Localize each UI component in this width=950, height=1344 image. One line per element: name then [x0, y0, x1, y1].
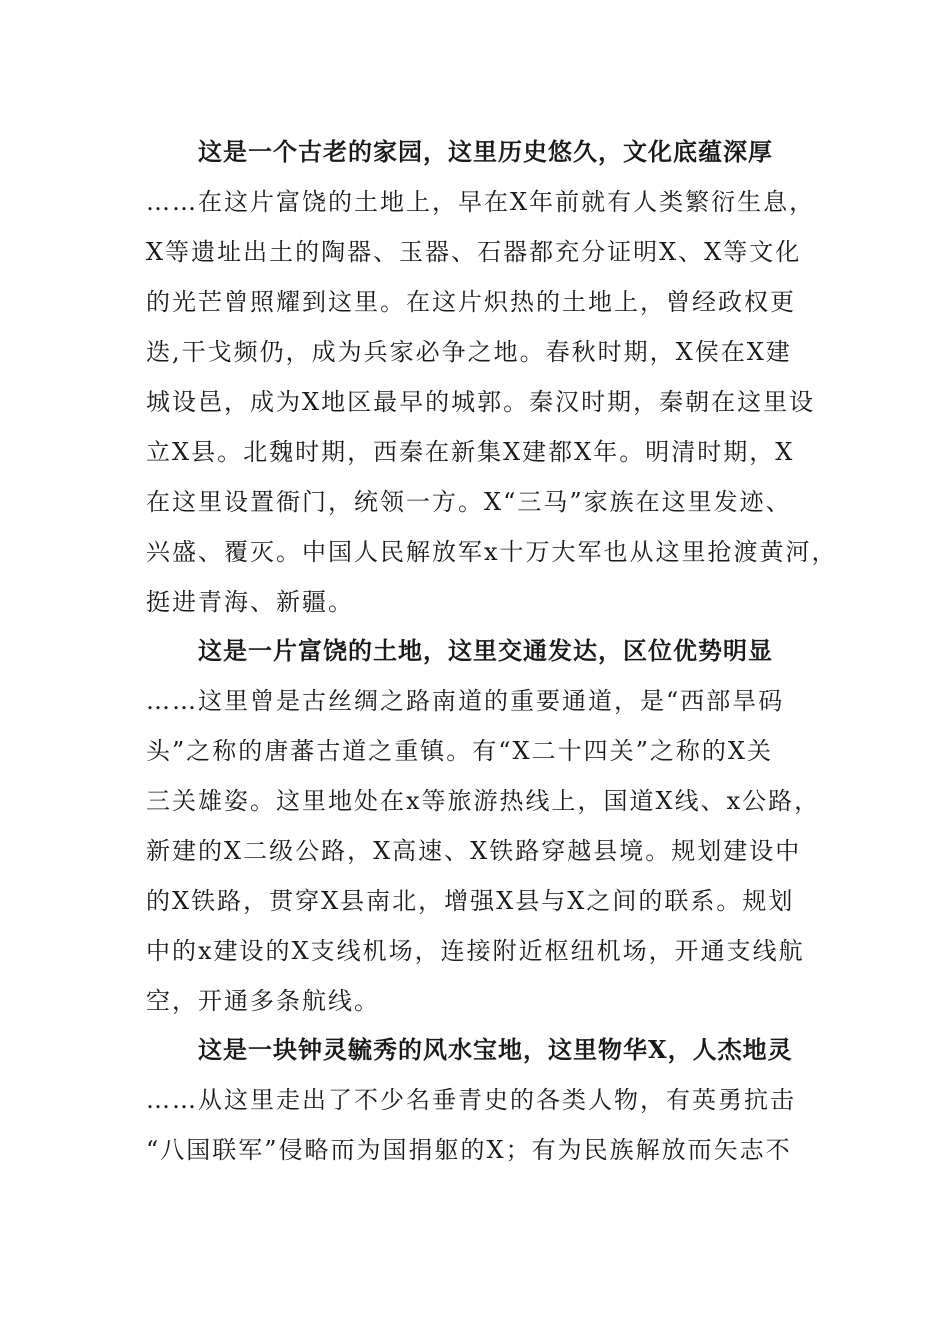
paragraph-line: 迭,干戈频仍，成为兵家必争之地。春秋时期，X侯在X建: [146, 338, 792, 366]
paragraph-heading: 这是一块钟灵毓秀的风水宝地，这里物华X，人杰地灵: [198, 1035, 793, 1064]
paragraph-line: ……这里曾是古丝绸之路南道的重要通道，是“西部旱码: [146, 687, 785, 715]
paragraph-heading: 这是一片富饶的土地，这里交通发达，区位优势明显: [198, 636, 773, 665]
paragraph-line: ……从这里走出了不少名垂青史的各类人物，有英勇抗击: [146, 1086, 796, 1114]
paragraph-line: 城设邑，成为X地区最早的城郭。秦汉时期，秦朝在这里设: [146, 388, 816, 416]
paragraph-line: 空，开通多条航线。: [146, 987, 380, 1015]
paragraph-transport: [146, 626, 826, 1026]
paragraph-line: 三关雄姿。这里地处在x等旅游热线上，国道X线、x公路，: [146, 787, 821, 815]
paragraph-line: 新建的X二级公路，X高速、X铁路穿越县境。规划建设中: [146, 837, 802, 865]
paragraph-line: 在这里设置衙门，统领一方。X“三马”家族在这里发迹、: [146, 488, 792, 516]
paragraph-line: 立X县。北魏时期，西秦在新集X建都X年。明清时期，X: [146, 438, 795, 466]
paragraph-line: 头”之称的唐蕃古道之重镇。有“X二十四关”之称的X关: [146, 737, 773, 765]
paragraph-line: X等遗址出土的陶器、玉器、石器都充分证明X、X等文化: [146, 238, 802, 266]
paragraph-line: ……在这片富饶的土地上，早在X年前就有人类繁衍生息，: [146, 188, 816, 216]
paragraph-line: 的X铁路，贯穿X县南北，增强X县与X之间的联系。规划: [146, 887, 795, 915]
paragraph-line: 挺进青海、新疆。: [146, 588, 354, 616]
paragraph-history: [146, 127, 838, 627]
paragraph-line: 兴盛、覆灭。中国人民解放军x十万大军也从这里抢渡黄河，: [146, 538, 838, 566]
paragraph-line: 的光芒曾照耀到这里。在这片炽热的土地上，曾经政权更: [146, 288, 796, 316]
paragraph-line: 中的x建设的X支线机场，连接附近枢纽机场，开通支线航: [146, 937, 805, 965]
paragraph-heading: 这是一个古老的家园，这里历史悠久，文化底蕴深厚: [198, 137, 773, 166]
paragraph-line: “八国联军”侵略而为国捐躯的X；有为民族解放而矢志不: [146, 1136, 792, 1164]
paragraph-people: [146, 1025, 826, 1175]
